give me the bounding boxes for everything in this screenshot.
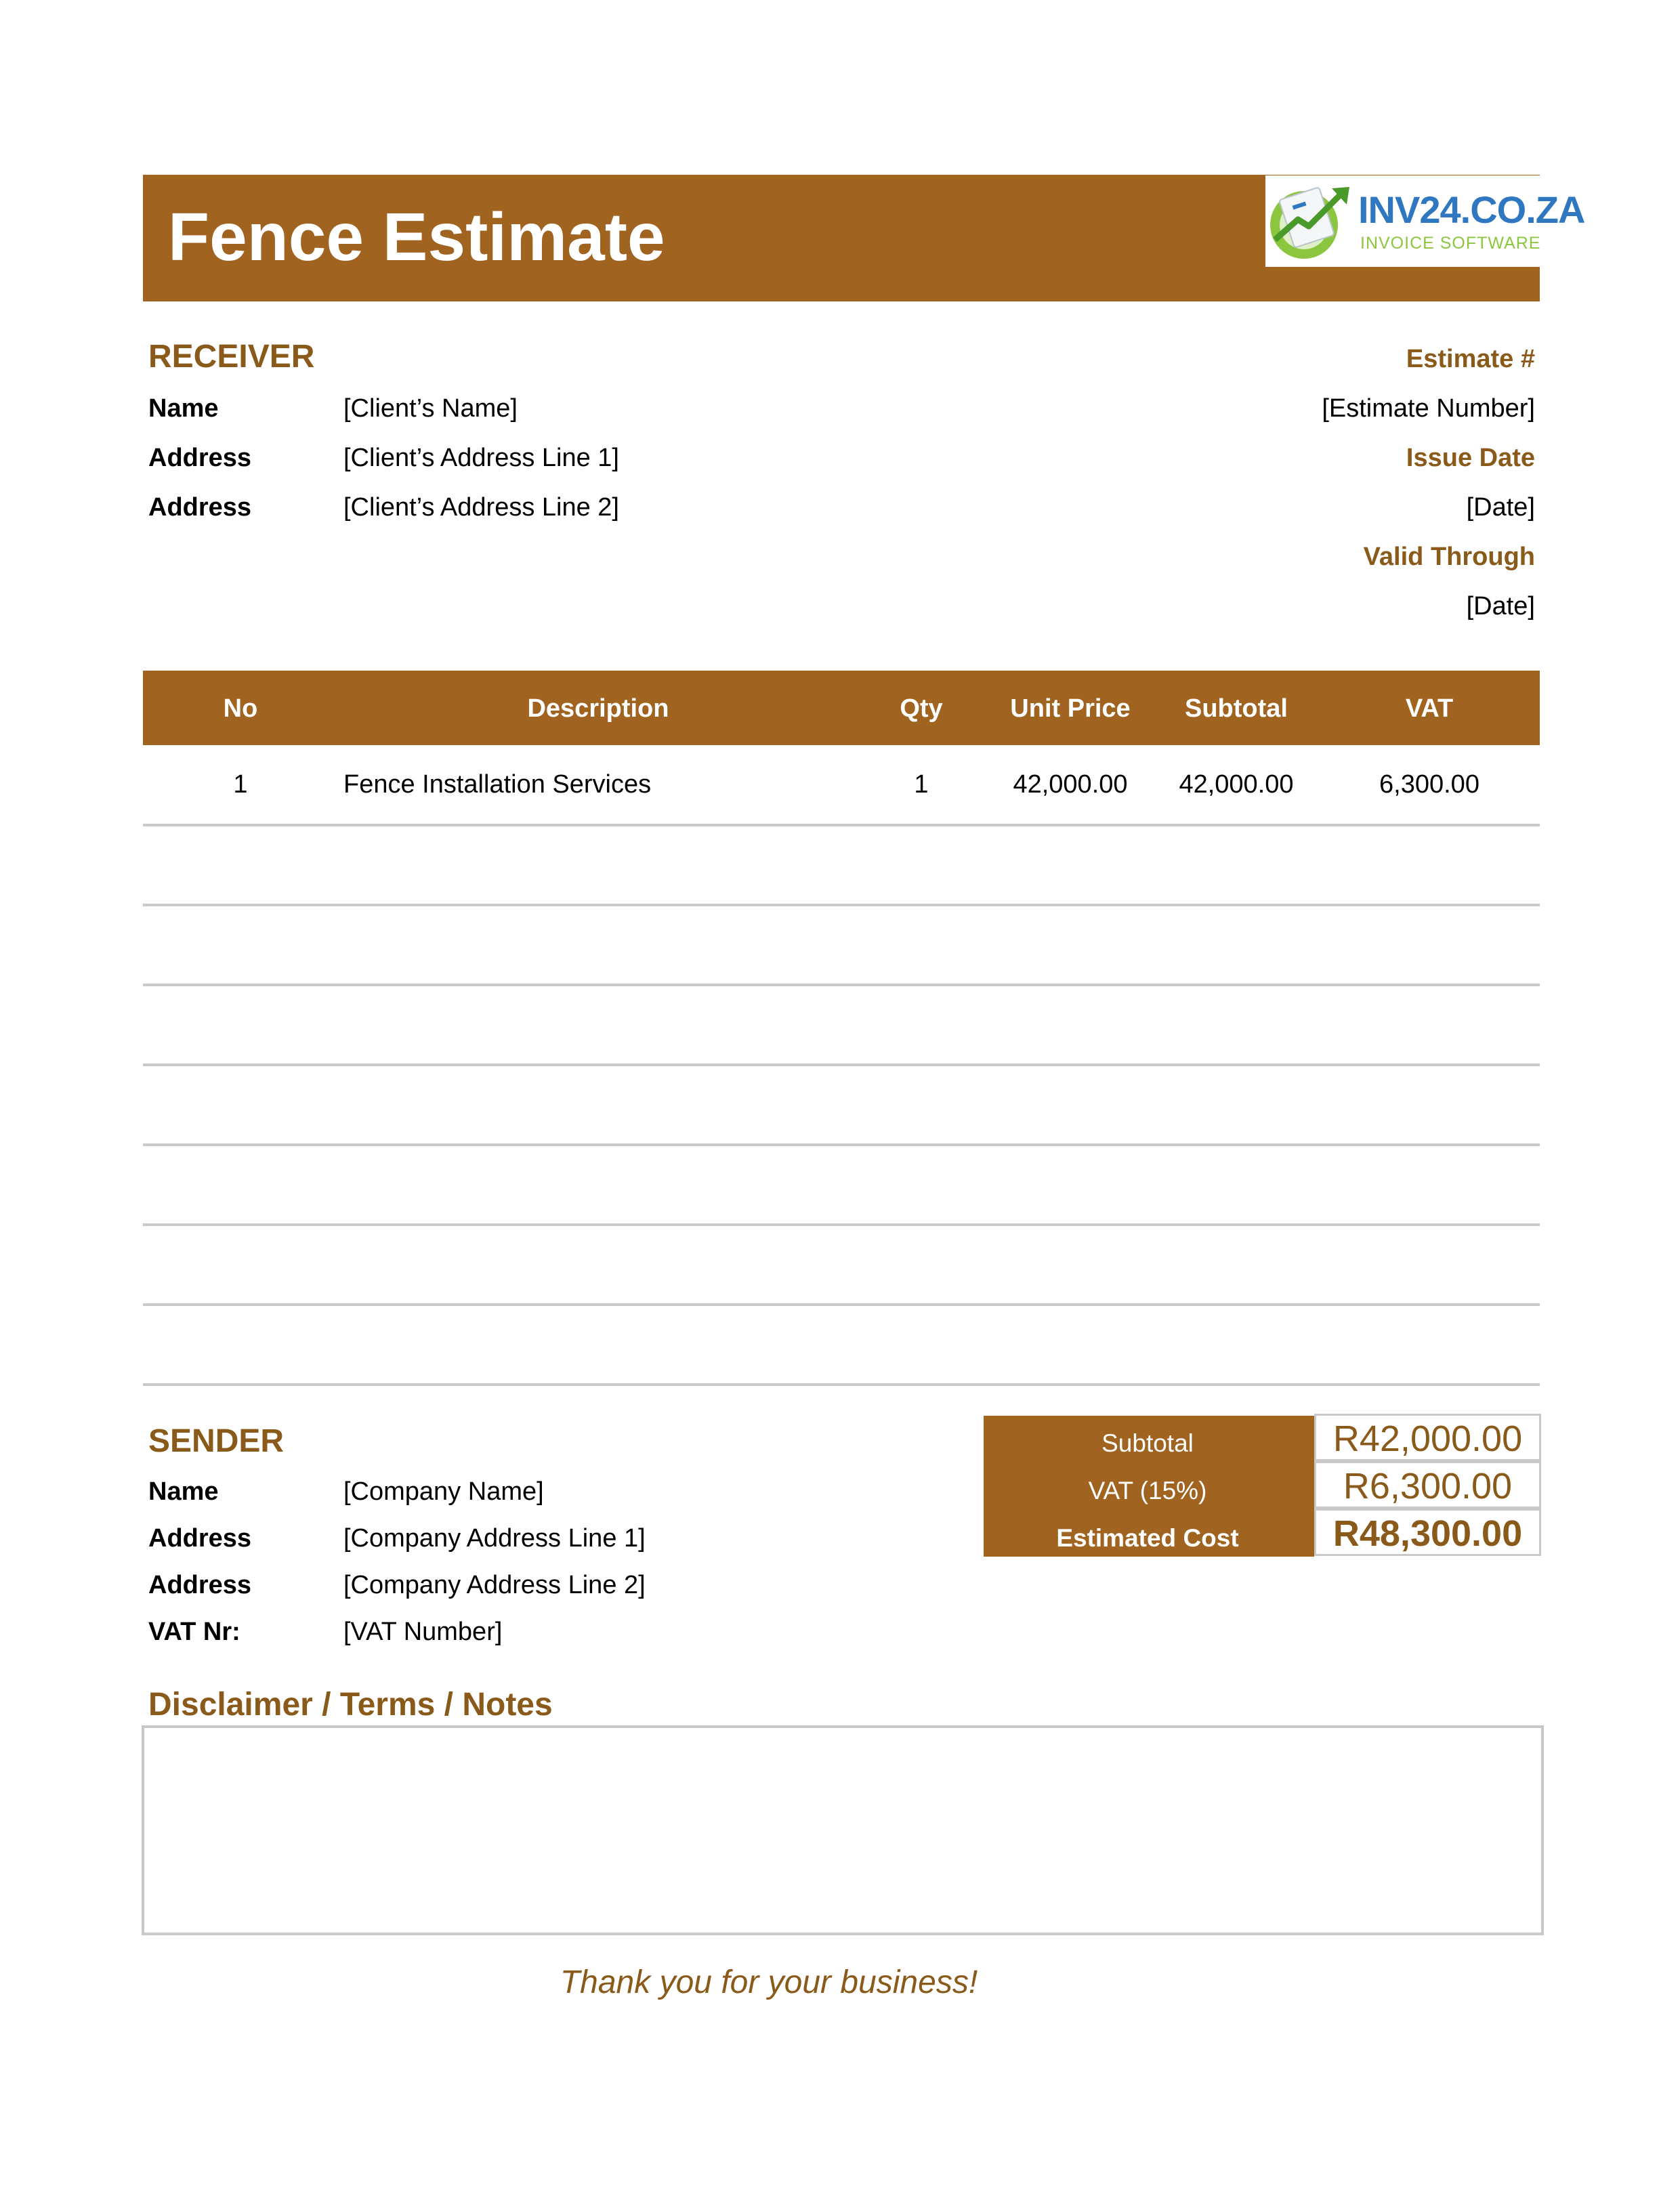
- thank-you-message: Thank you for your business!: [560, 1964, 978, 2000]
- logo-name: INV24.CO.ZA: [1358, 188, 1585, 231]
- receiver-address1-value: [Client’s Address Line 1]: [343, 444, 619, 472]
- row-divider: [143, 1303, 1540, 1306]
- sender-vat-value: [VAT Number]: [343, 1618, 503, 1646]
- row-divider: [143, 1223, 1540, 1226]
- receiver-address1-label: Address: [148, 444, 252, 472]
- row-description: Fence Installation Services: [343, 770, 652, 799]
- logo-tagline: INVOICE SOFTWARE: [1360, 234, 1541, 253]
- row-divider: [143, 1064, 1540, 1066]
- column-header-description: Description: [527, 694, 669, 723]
- receiver-name-value: [Client’s Name]: [343, 394, 518, 423]
- table-header: [143, 671, 1540, 745]
- sender-name-value: [Company Name]: [343, 1477, 544, 1506]
- row-unit-price: 42,000.00: [1013, 770, 1128, 799]
- receiver-heading: RECEIVER: [148, 339, 315, 375]
- page-title: Fence Estimate: [168, 199, 665, 275]
- row-no: 1: [233, 770, 248, 799]
- valid-through-label: Valid Through: [1363, 543, 1535, 571]
- totals-vat-label: VAT (15%): [1088, 1477, 1207, 1504]
- receiver-name-label: Name: [148, 394, 219, 423]
- notes-box[interactable]: [142, 1725, 1544, 1935]
- totals-estimated-value: R48,300.00: [1332, 1513, 1523, 1554]
- sender-address2-label: Address: [148, 1571, 252, 1599]
- totals-vat-value: R6,300.00: [1343, 1466, 1513, 1507]
- sender-address2-value: [Company Address Line 2]: [343, 1571, 646, 1599]
- sender-vat-label: VAT Nr:: [148, 1618, 240, 1646]
- column-header-subtotal: Subtotal: [1185, 694, 1288, 723]
- sender-address1-label: Address: [148, 1524, 252, 1553]
- sender-address1-value: [Company Address Line 1]: [343, 1524, 646, 1553]
- column-header-unit-price: Unit Price: [1010, 694, 1131, 723]
- estimate-number-value: [Estimate Number]: [1322, 394, 1535, 423]
- totals-subtotal-value: R42,000.00: [1332, 1418, 1523, 1459]
- row-subtotal: 42,000.00: [1179, 770, 1294, 799]
- receiver-address2-label: Address: [148, 493, 252, 522]
- estimate-number-label: Estimate #: [1406, 345, 1535, 373]
- valid-through-value: [Date]: [1466, 592, 1535, 620]
- totals-estimated-label: Estimated Cost: [1056, 1524, 1239, 1552]
- row-qty: 1: [914, 770, 929, 799]
- sender-name-label: Name: [148, 1477, 219, 1506]
- column-header-no: No: [223, 694, 258, 723]
- receiver-address2-value: [Client’s Address Line 2]: [343, 493, 619, 522]
- row-divider: [143, 1383, 1540, 1386]
- issue-date-label: Issue Date: [1406, 444, 1535, 472]
- row-divider: [143, 824, 1540, 826]
- row-vat: 6,300.00: [1379, 770, 1479, 799]
- row-divider: [143, 904, 1540, 906]
- column-header-vat: VAT: [1405, 694, 1454, 723]
- totals-subtotal-label: Subtotal: [1101, 1429, 1194, 1457]
- column-header-qty: Qty: [900, 694, 943, 723]
- logo-icon: [1267, 177, 1355, 263]
- notes-heading: Disclaimer / Terms / Notes: [148, 1687, 553, 1723]
- issue-date-value: [Date]: [1466, 493, 1535, 522]
- row-divider: [143, 984, 1540, 986]
- sender-heading: SENDER: [148, 1423, 285, 1459]
- row-divider: [143, 1143, 1540, 1146]
